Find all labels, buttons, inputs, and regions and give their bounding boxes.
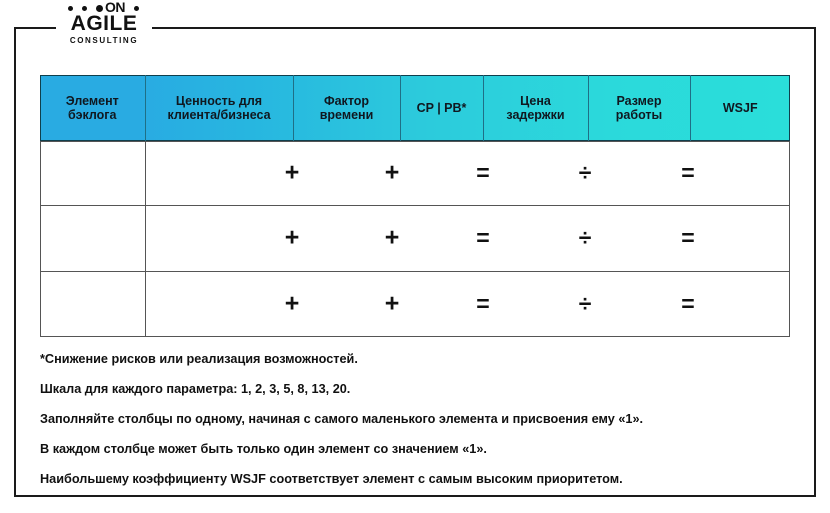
- column-header-job-size: [588, 75, 690, 141]
- operator-plus-1: +: [284, 289, 300, 318]
- operator-equals-2: =: [681, 290, 695, 317]
- column-header-line-1: Ценность для: [175, 94, 263, 108]
- column-header-cost-of-delay: [483, 75, 588, 141]
- column-header-line-2: клиента/бизнеса: [167, 108, 271, 122]
- column-header-line-1: Элемент: [65, 94, 119, 108]
- column-header-backlog-item: [40, 75, 145, 141]
- operator-plus-1: +: [284, 223, 300, 252]
- operator-equals-1: =: [476, 159, 490, 186]
- column-header-line-2: времени: [319, 108, 374, 122]
- column-header-line-2: задержки: [506, 108, 565, 122]
- column-header-line-2: работы: [615, 108, 663, 122]
- table-body-divider: [145, 141, 146, 337]
- column-header-time-criticality: [293, 75, 400, 141]
- operator-plus-2: +: [384, 223, 400, 252]
- table-row[interactable]: [40, 206, 790, 271]
- operator-equals-1: =: [476, 224, 490, 251]
- column-header-line-1: CP | PB*: [416, 101, 467, 115]
- note-item: Шкала для каждого параметра: 1, 2, 3, 5, 8, 13, 20.: [40, 382, 351, 396]
- note-item: *Снижение рисков или реализация возможностей.: [40, 352, 358, 366]
- table-row[interactable]: [40, 141, 790, 206]
- column-header-line-1: Фактор: [323, 94, 370, 108]
- column-header-line-2: бэклога: [68, 108, 117, 122]
- logo-dots-icon: [56, 2, 152, 13]
- column-header-line-1: Цена: [520, 94, 551, 108]
- column-header-line-1: Размер: [616, 94, 662, 108]
- table-header-row: [40, 75, 790, 141]
- operator-divide-1: ÷: [578, 159, 592, 186]
- operator-divide-1: ÷: [578, 224, 592, 251]
- operator-plus-2: +: [384, 289, 400, 318]
- operator-plus-2: +: [384, 158, 400, 187]
- column-header-customer-business-value: [145, 75, 293, 141]
- on-agile-consulting-logo: [56, 2, 152, 50]
- logo-word-consulting: CONSULTING: [69, 36, 139, 45]
- note-item: Заполняйте столбцы по одному, начиная с самого маленького элемента и присвоения ему «1».: [40, 412, 644, 426]
- table-row[interactable]: [40, 272, 790, 337]
- note-item: В каждом столбце может быть только один элемент со значением «1».: [40, 442, 487, 456]
- column-header-risk-reduction: [400, 75, 483, 141]
- column-header-wsjf: [690, 75, 790, 141]
- logo-word-agile: AGILE: [70, 12, 138, 35]
- note-item: Наибольшему коэффициенту WSJF соответствует элемент с самым высоким приоритетом.: [40, 472, 623, 486]
- table-body: [40, 141, 790, 337]
- operator-divide-1: ÷: [578, 290, 592, 317]
- operator-equals-2: =: [681, 224, 695, 251]
- logo-word-on: ON: [105, 0, 125, 15]
- operator-equals-2: =: [681, 159, 695, 186]
- column-header-line-1: WSJF: [722, 101, 758, 115]
- operator-equals-1: =: [476, 290, 490, 317]
- notes-list: [40, 352, 800, 487]
- operator-plus-1: +: [284, 158, 300, 187]
